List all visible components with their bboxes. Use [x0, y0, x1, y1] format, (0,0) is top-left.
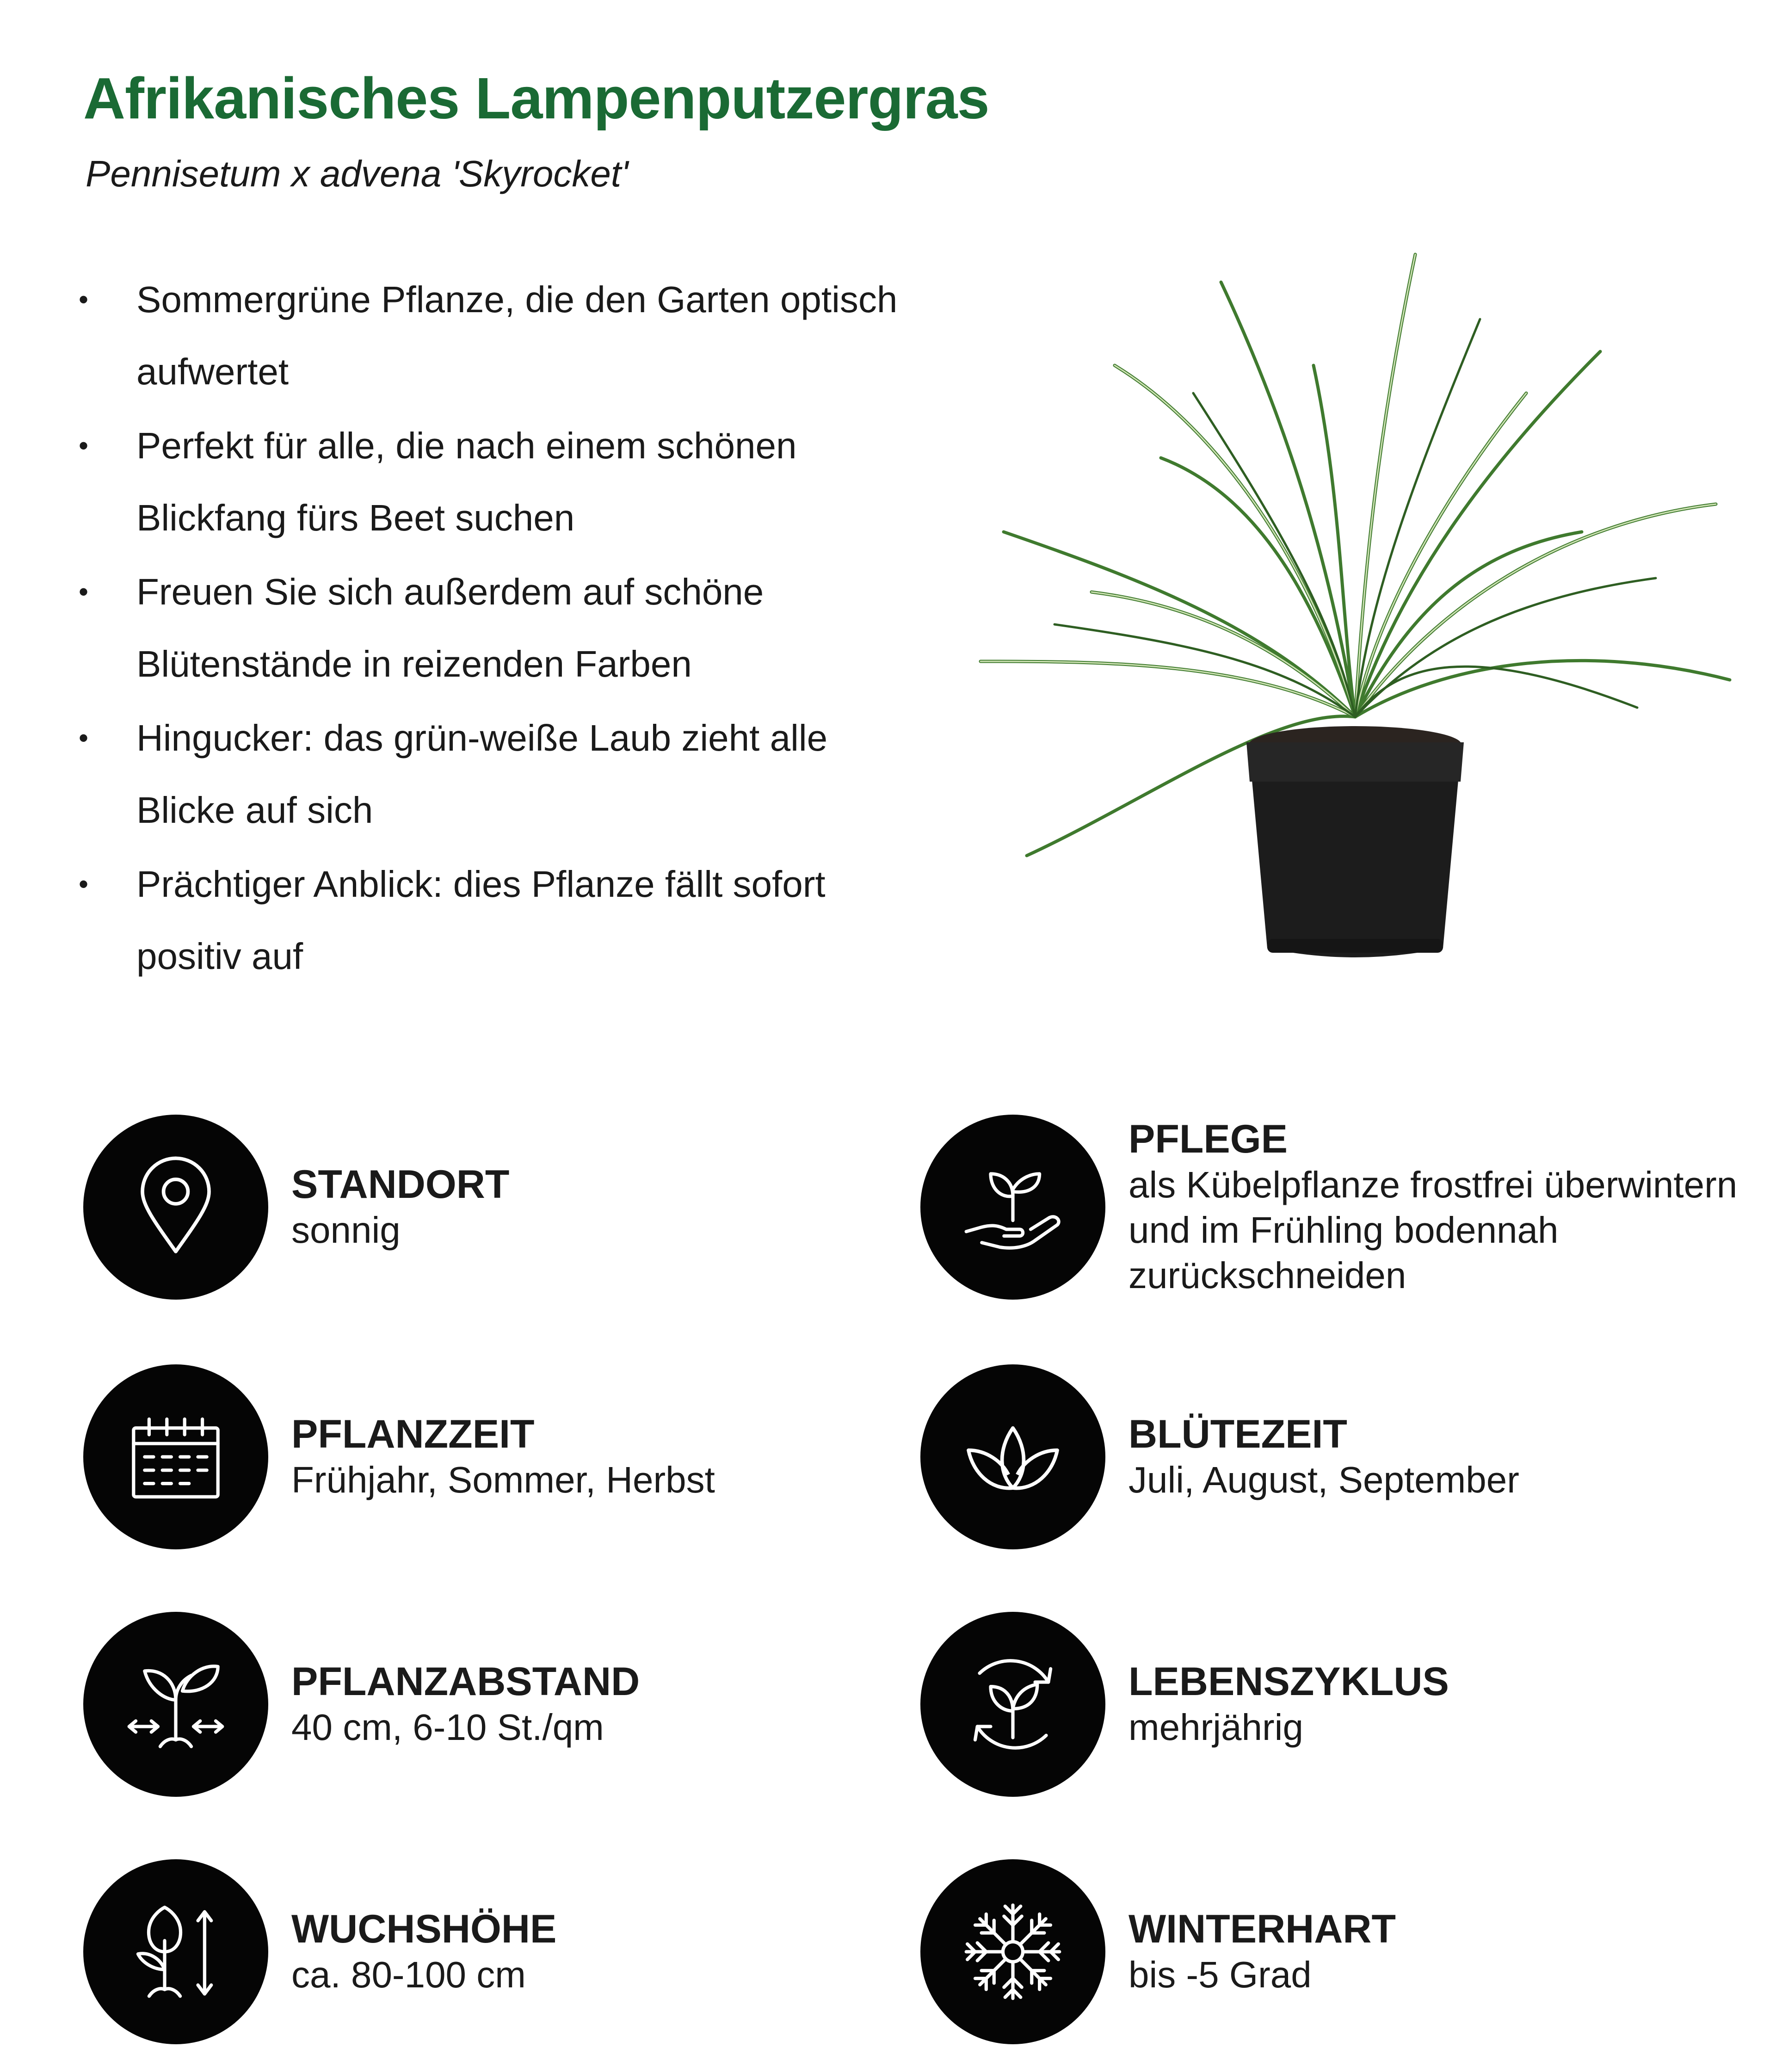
feature-label: WINTERHART	[1128, 1907, 1396, 1951]
feature-value: ca. 80-100 cm	[291, 1954, 526, 1995]
location-pin-icon	[83, 1115, 268, 1300]
feature-label: BLÜTEZEIT	[1128, 1412, 1347, 1456]
feature-label: PFLEGE	[1128, 1117, 1288, 1161]
bullet-item: • Perfekt für alle, die nach einem schönen Blickfang fürs Beet suchen	[79, 410, 911, 554]
bullet-item: • Sommergrüne Pflanze, die den Garten optisch aufwertet	[79, 264, 911, 408]
plant-spacing-icon	[83, 1612, 268, 1797]
feature-bullet-list	[79, 264, 911, 994]
seedling-hand-icon	[920, 1115, 1105, 1300]
feature-pflanzzeit	[83, 1364, 916, 1549]
plant-cycle-icon	[920, 1612, 1105, 1797]
feature-label: PFLANZZEIT	[291, 1412, 535, 1456]
plant-image	[962, 199, 1748, 985]
feature-winterhart	[920, 1859, 1753, 2044]
feature-standort	[83, 1115, 916, 1300]
feature-value: bis -5 Grad	[1128, 1954, 1312, 1995]
feature-lebenszyklus	[920, 1612, 1753, 1797]
bullet-item: • Hingucker: das grün-weiße Laub zieht alle Blicke auf sich	[79, 702, 911, 846]
bullet-item: • Freuen Sie sich außerdem auf schöne Blütenstände in reizenden Farben	[79, 556, 911, 700]
feature-label: WUCHSHÖHE	[291, 1907, 557, 1951]
feature-wuchshoehe	[83, 1859, 916, 2044]
page-title: Afrikanisches Lampenputzergras	[83, 66, 989, 131]
feature-value: 40 cm, 6-10 St./qm	[291, 1707, 604, 1748]
feature-value: sonnig	[291, 1209, 401, 1251]
bullet-item: • Prächtiger Anblick: dies Pflanze fällt sofort positiv auf	[79, 848, 911, 993]
plant-height-icon	[83, 1859, 268, 2044]
feature-value: Juli, August, September	[1128, 1459, 1519, 1500]
feature-value: Frühjahr, Sommer, Herbst	[291, 1459, 715, 1500]
snowflake-icon	[920, 1859, 1105, 2044]
feature-pflege	[920, 1115, 1753, 1300]
feature-value: mehrjährig	[1128, 1707, 1303, 1748]
lotus-flower-icon	[920, 1364, 1105, 1549]
calendar-icon	[83, 1364, 268, 1549]
feature-value: als Kübelpflanze frostfrei überwintern und im Frühling bodennah zurückschneiden	[1128, 1164, 1738, 1296]
feature-label: PFLANZABSTAND	[291, 1659, 640, 1704]
feature-pflanzabstand	[83, 1612, 916, 1797]
botanical-name: Pennisetum x advena 'Skyrocket'	[86, 153, 629, 194]
feature-label: STANDORT	[291, 1162, 510, 1207]
feature-label: LEBENSZYKLUS	[1128, 1659, 1449, 1704]
feature-bluetezeit	[920, 1364, 1753, 1549]
